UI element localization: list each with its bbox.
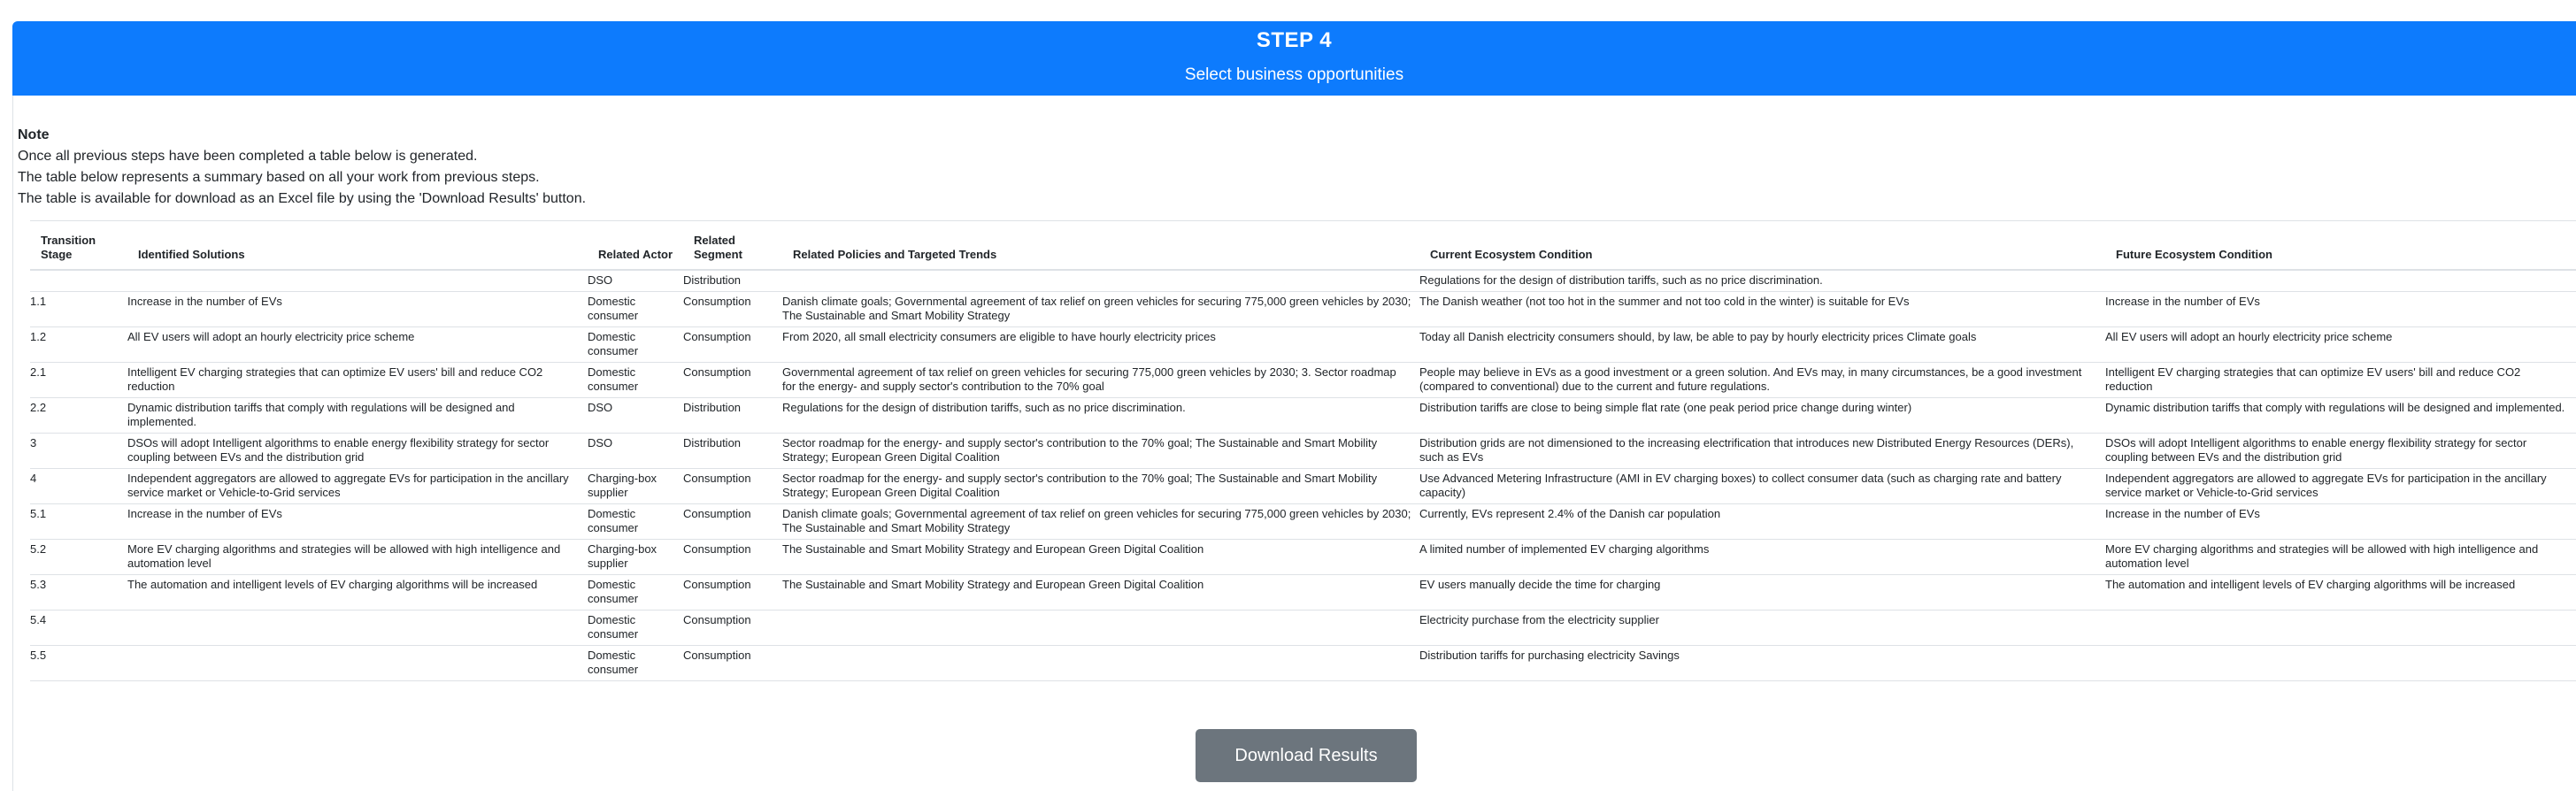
related-policies-cell: From 2020, all small electricity consumers are eligible to have hourly electricity prices [782,327,1419,363]
note-line: The table below represents a summary based on all your work from previous steps. [18,170,540,185]
identified-solution-cell [127,611,588,646]
identified-solution-cell: Intelligent EV charging strategies that can optimize EV users' bill and reduce CO2 reduction [127,363,588,398]
related-segment-cell: Distribution [683,434,782,469]
transition-stage-cell: 2.1 [30,363,127,398]
related-segment-cell: Consumption [683,646,782,681]
table-body [30,270,2576,681]
identified-solution-cell: Increase in the number of EVs [127,504,588,540]
related-policies-cell: Sector roadmap for the energy- and supply sector's contribution to the 70% goal; The Sustainable and Smart Mobility Strategy; European Green Digital Coalition [782,469,1419,504]
identified-solution-cell: The automation and intelligent levels of EV charging algorithms will be increased [127,575,588,611]
transition-stage-cell: 1.1 [30,292,127,327]
future-condition-cell: Independent aggregators are allowed to aggregate EVs for participation in the ancillary service market or Vehicle-to-Grid services [2105,469,2576,504]
current-condition-cell: Use Advanced Metering Infrastructure (AMI in EV charging boxes) to collect consumer data (such as charging rate and battery capacity) [1419,469,2105,504]
related-actor-cell: Domestic consumer [588,363,683,398]
future-condition-cell: Dynamic distribution tariffs that comply with regulations will be designed and implemented. [2105,398,2576,434]
related-actor-cell: Domestic consumer [588,292,683,327]
table-row [30,270,2576,292]
future-condition-cell: Intelligent EV charging strategies that can optimize EV users' bill and reduce CO2 reduction [2105,363,2576,398]
table-row [30,398,2576,434]
transition-stage-cell: 3 [30,434,127,469]
table-row [30,504,2576,540]
table-row [30,469,2576,504]
step-title: STEP 4 [1256,28,1333,52]
related-actor-cell: Domestic consumer [588,611,683,646]
column-header-related-actor: Related Actor [588,221,683,271]
column-header-identified-solutions: Identified Solutions [127,221,588,271]
related-policies-cell: Regulations for the design of distribution tariffs, such as no price discrimination. [782,398,1419,434]
identified-solution-cell: Independent aggregators are allowed to aggregate EVs for participation in the ancillary service market or Vehicle-to-Grid services [127,469,588,504]
related-segment-cell: Consumption [683,540,782,575]
related-actor-cell: Domestic consumer [588,575,683,611]
identified-solution-cell [127,646,588,681]
column-header-future-condition: Future Ecosystem Condition [2105,221,2576,271]
future-condition-cell: DSOs will adopt Intelligent algorithms to enable energy flexibility strategy for sector coupling between EVs and the distribution grid [2105,434,2576,469]
transition-stage-cell: 5.3 [30,575,127,611]
table-row [30,646,2576,681]
transition-stage-cell: 5.2 [30,540,127,575]
current-condition-cell: Regulations for the design of distribution tariffs, such as no price discrimination. [1419,270,2105,292]
current-condition-cell: Distribution grids are not dimensioned to the increasing electrification that introduces new Distributed Energy Resources (DERs), such as EVs [1419,434,2105,469]
related-policies-cell: The Sustainable and Smart Mobility Strategy and European Green Digital Coalition [782,575,1419,611]
current-condition-cell: EV users manually decide the time for charging [1419,575,2105,611]
related-actor-cell: Charging-box supplier [588,540,683,575]
identified-solution-cell: Increase in the number of EVs [127,292,588,327]
related-policies-cell: The Sustainable and Smart Mobility Strategy and European Green Digital Coalition [782,540,1419,575]
transition-stage-cell: 5.4 [30,611,127,646]
related-actor-cell: DSO [588,398,683,434]
results-table [30,220,2576,681]
related-policies-cell: Governmental agreement of tax relief on green vehicles for securing 775,000 green vehicles by 2030; 3. Sector roadmap for the energy- and supply sector's contribution to the 70% goal [782,363,1419,398]
current-condition-cell: A limited number of implemented EV charging algorithms [1419,540,2105,575]
step-subtitle: Select business opportunities [1184,65,1404,84]
note-section [18,125,586,210]
column-header-current-condition: Current Ecosystem Condition [1419,221,2105,271]
future-condition-cell [2105,646,2576,681]
transition-stage-cell [30,270,127,292]
table-header-row [30,221,2576,271]
related-policies-cell: Sector roadmap for the energy- and supply sector's contribution to the 70% goal; The Sustainable and Smart Mobility Strategy; European Green Digital Coalition [782,434,1419,469]
related-policies-cell: Danish climate goals; Governmental agreement of tax relief on green vehicles for securing 775,000 green vehicles by 2030; The Sustainable and Smart Mobility Strategy [782,504,1419,540]
transition-stage-cell: 1.2 [30,327,127,363]
table-row [30,327,2576,363]
current-condition-cell: People may believe in EVs as a good investment or a green solution. And EVs may, in many circumstances, be a good investment (compared to conventional) due to the current and future regulations. [1419,363,2105,398]
transition-stage-cell: 5.1 [30,504,127,540]
related-segment-cell: Consumption [683,611,782,646]
related-segment-cell: Consumption [683,292,782,327]
related-segment-cell: Distribution [683,398,782,434]
related-segment-cell: Consumption [683,469,782,504]
future-condition-cell: Increase in the number of EVs [2105,292,2576,327]
note-line: Once all previous steps have been completed a table below is generated. [18,149,478,164]
related-policies-cell [782,646,1419,681]
future-condition-cell: More EV charging algorithms and strategies will be allowed with high intelligence and automation level [2105,540,2576,575]
related-actor-cell: DSO [588,270,683,292]
step-header [12,21,2576,96]
future-condition-cell: The automation and intelligent levels of EV charging algorithms will be increased [2105,575,2576,611]
note-line: The table is available for download as an Excel file by using the 'Download Results' button. [18,191,587,206]
current-condition-cell: Distribution tariffs are close to being simple flat rate (one peak period price change during winter) [1419,398,2105,434]
related-actor-cell: Domestic consumer [588,646,683,681]
related-policies-cell: Danish climate goals; Governmental agreement of tax relief on green vehicles for securing 775,000 green vehicles by 2030; The Sustainable and Smart Mobility Strategy [782,292,1419,327]
transition-stage-cell: 5.5 [30,646,127,681]
identified-solution-cell: Dynamic distribution tariffs that comply with regulations will be designed and implemented. [127,398,588,434]
identified-solution-cell: More EV charging algorithms and strategies will be allowed with high intelligence and automation level [127,540,588,575]
identified-solution-cell: DSOs will adopt Intelligent algorithms to enable energy flexibility strategy for sector coupling between EVs and the distribution grid [127,434,588,469]
transition-stage-cell: 2.2 [30,398,127,434]
table-row [30,434,2576,469]
related-actor-cell: DSO [588,434,683,469]
related-policies-cell [782,270,1419,292]
transition-stage-cell: 4 [30,469,127,504]
column-header-related-policies: Related Policies and Targeted Trends [782,221,1419,271]
identified-solution-cell [127,270,588,292]
identified-solution-cell: All EV users will adopt an hourly electricity price scheme [127,327,588,363]
future-condition-cell: All EV users will adopt an hourly electricity price scheme [2105,327,2576,363]
related-segment-cell: Consumption [683,504,782,540]
table-row [30,575,2576,611]
note-title: Note [18,127,50,142]
future-condition-cell: Increase in the number of EVs [2105,504,2576,540]
table-row [30,292,2576,327]
related-actor-cell: Domestic consumer [588,504,683,540]
table-row [30,611,2576,646]
download-results-button[interactable]: Download Results [1196,729,1417,782]
related-segment-cell: Consumption [683,575,782,611]
current-condition-cell: Distribution tariffs for purchasing electricity Savings [1419,646,2105,681]
current-condition-cell: Currently, EVs represent 2.4% of the Danish car population [1419,504,2105,540]
future-condition-cell [2105,611,2576,646]
current-condition-cell: The Danish weather (not too hot in the summer and not too cold in the winter) is suitable for EVs [1419,292,2105,327]
related-actor-cell: Domestic consumer [588,327,683,363]
current-condition-cell: Electricity purchase from the electricity supplier [1419,611,2105,646]
related-segment-cell: Consumption [683,363,782,398]
related-policies-cell [782,611,1419,646]
column-header-related-segment: Related Segment [683,221,782,271]
current-condition-cell: Today all Danish electricity consumers should, by law, be able to pay by hourly electricity prices Climate goals [1419,327,2105,363]
related-segment-cell: Distribution [683,270,782,292]
column-header-transition-stage: Transition Stage [30,221,127,271]
future-condition-cell [2105,270,2576,292]
related-actor-cell: Charging-box supplier [588,469,683,504]
related-segment-cell: Consumption [683,327,782,363]
table-row [30,540,2576,575]
table-row [30,363,2576,398]
